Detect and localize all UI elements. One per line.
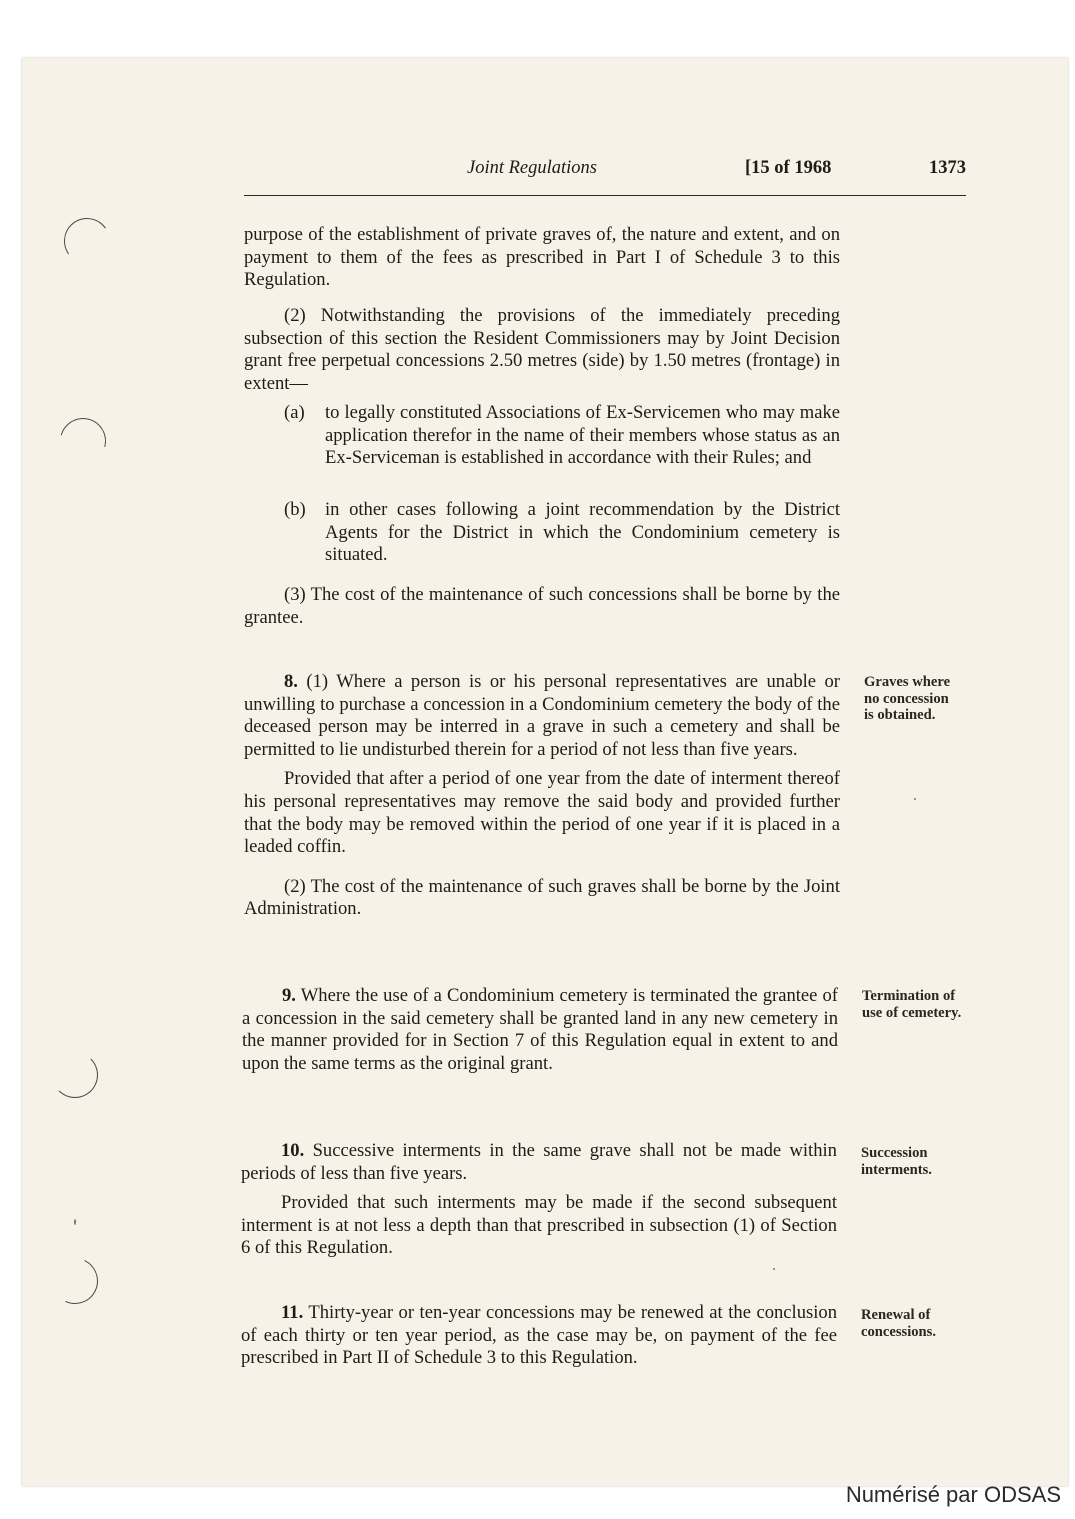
section-8-proviso: Provided that after a period of one year from the date of interment thereof his personal representatives may remove the said body and provided further that the body may be removed within the period of one year if it is placed in a leaded coffin.	[244, 768, 840, 858]
list-item-b	[284, 499, 840, 567]
item-label: (b)	[284, 499, 306, 520]
margin-note-section-9: Termination of use of cemetery.	[862, 988, 962, 1021]
punch-hole	[52, 1052, 98, 1098]
section-number: 9.	[282, 985, 296, 1006]
item-text: in other cases following a joint recommendation by the District Agents for the District in which the Condominium cemetery is situated.	[325, 499, 840, 566]
section-number: 11.	[281, 1302, 304, 1323]
section-10	[241, 1140, 837, 1260]
margin-note-section-10: Succession interments.	[861, 1145, 932, 1178]
paper-speck	[74, 1219, 76, 1225]
paragraph-text: (2) Notwithstanding the provisions of the immediately preceding subsection of this section the Resident Commissioners may by Joint Decision grant free perpetual concessions 2.50 metres (side) by 1.50 metres (frontage) in extent—	[244, 305, 840, 394]
running-header	[244, 158, 966, 188]
margin-note-section-11: Renewal of concessions.	[861, 1307, 936, 1340]
margin-note-section-8: Graves where no concession is obtained.	[864, 674, 951, 724]
section-7-subsection-3	[244, 584, 840, 629]
item-text: to legally constituted Associations of Ex-Servicemen who may make application therefor in the name of their members whose status as an Ex-Serviceman is established in accordance with their Rules; and	[325, 402, 840, 469]
section-11-para	[241, 1302, 837, 1370]
section-text: (1) Where a person is or his personal representatives are unable or unwilling to purchase a concession in a Condominium cemetery the body of the deceased person may be interred in a grave in such a cemetery and shall be permitted to lie undisturbed therein for a period of not less than five years.	[244, 671, 840, 760]
paragraph-text: (3) The cost of the maintenance of such concessions shall be borne by the grantee.	[244, 584, 840, 628]
header-act: [15 of 1968	[745, 158, 832, 178]
header-rule	[244, 195, 966, 196]
list-item-a	[284, 402, 840, 470]
section-10-para	[241, 1140, 837, 1185]
section-number: 10.	[281, 1140, 305, 1161]
paragraph-text: purpose of the establishment of private graves of, the nature and extent, and on payment to them of the fees as prescribed in Part I of Schedule 3 to this Regulation.	[244, 224, 840, 291]
paper-speck	[773, 1268, 775, 1270]
header-title: Joint Regulations	[467, 158, 597, 178]
scan-watermark: Numérisé par ODSAS	[845, 1482, 1061, 1507]
section-9	[242, 985, 838, 1075]
section-8-subsection-2: (2) The cost of the maintenance of such graves shall be borne by the Joint Administration.	[244, 875, 840, 920]
section-11	[241, 1302, 837, 1370]
section-number: 8.	[284, 671, 298, 692]
section-text: Successive interments in the same grave shall not be made within periods of less than five years.	[241, 1140, 837, 1184]
section-8-para-1	[244, 671, 840, 761]
continued-paragraph	[244, 224, 840, 292]
section-7-subsection-2	[244, 305, 840, 395]
section-text: Where the use of a Condominium cemetery is terminated the grantee of a concession in the said cemetery shall be granted land in any new cemetery in the manner provided for in Section 7 of this Regulation equal in extent to and upon the same terms as the original grant.	[242, 985, 838, 1074]
item-label: (a)	[284, 402, 305, 423]
section-9-para	[242, 985, 838, 1075]
page-number: 1373	[929, 158, 966, 178]
section-text: Thirty-year or ten-year concessions may be renewed at the conclusion of each thirty or ten year period, as the case may be, on payment of the fee prescribed in Part II of Schedule 3 to this Regulation.	[241, 1302, 838, 1369]
paper-speck	[914, 798, 916, 800]
section-8	[244, 671, 840, 921]
section-10-proviso: Provided that such interments may be made if the second subsequent interment is at not less a depth than that prescribed in subsection (1) of Section 6 of this Regulation.	[241, 1192, 837, 1259]
